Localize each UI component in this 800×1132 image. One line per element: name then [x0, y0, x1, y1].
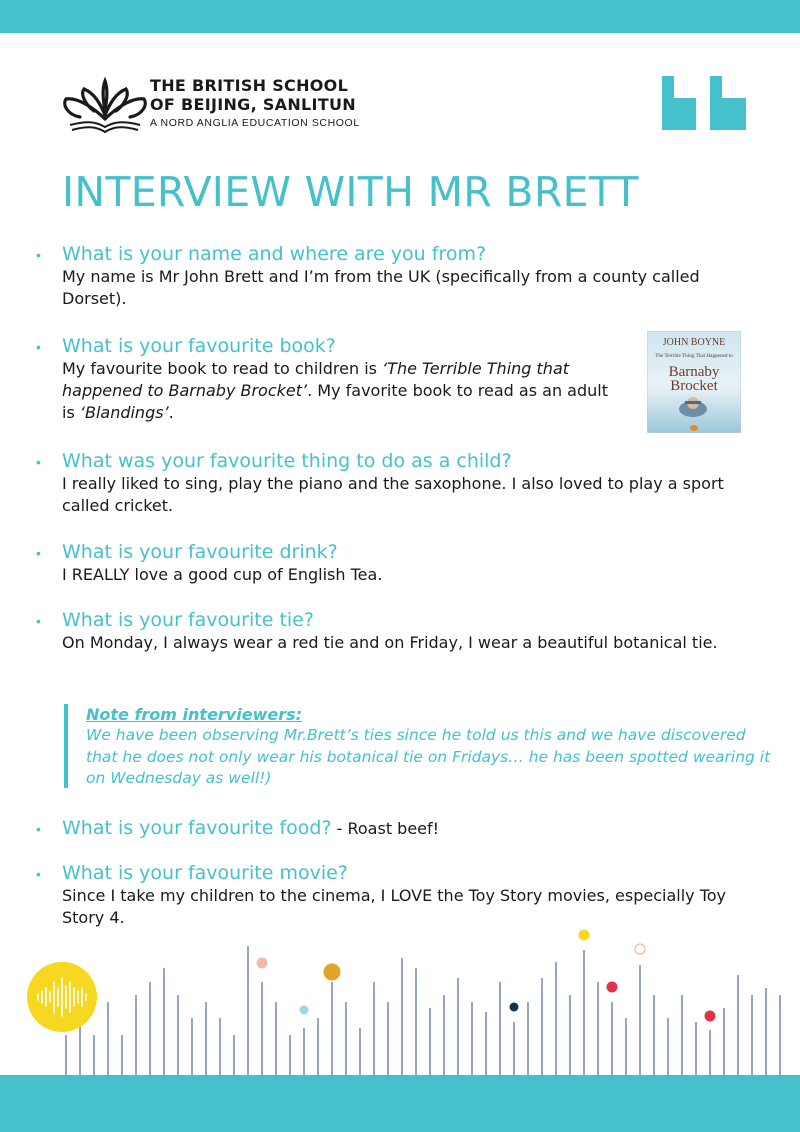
bottom-color-bar [0, 1075, 800, 1132]
book-cover-image [647, 331, 741, 433]
bullet-icon: • [36, 454, 41, 470]
dot [257, 958, 268, 969]
bullet-icon: • [36, 247, 41, 263]
dot [579, 930, 590, 941]
interviewer-note [64, 704, 776, 788]
qa-item-tie [36, 609, 752, 654]
question: What is your favourite food? [62, 817, 332, 839]
qa-item-name [36, 243, 752, 310]
answer: - Roast beef! [331, 819, 440, 838]
school-tagline: A NORD ANGLIA EDUCATION SCHOOL [150, 117, 360, 129]
answer: I really liked to sing, play the piano and the saxophone. I also loved to play a sport called cricket. [62, 474, 724, 515]
qa-item-childhood [36, 450, 752, 517]
sound-wave-decoration [0, 930, 800, 1075]
dot [324, 964, 341, 981]
page-title: INTERVIEW WITH MR BRETT [62, 168, 639, 216]
answer-text: . My favorite book to read as an adult is [62, 381, 608, 422]
question: What is your favourite tie? [62, 609, 314, 631]
qa-item-food [36, 817, 752, 840]
bullet-icon: • [36, 613, 41, 629]
question: What is your favourite drink? [62, 541, 338, 563]
note-title: Note from interviewers: [86, 705, 303, 724]
book-title-line2: Brocket [670, 378, 718, 394]
question: What is your favourite movie? [62, 862, 348, 884]
note-body: We have been observing Mr.Brett’s ties since he told us this and we have discovered that he does not only wear his botanical tie on Fridays… he has been spotted wearing it on Wednesday as well!) [86, 726, 771, 787]
book-title-children: ‘The Terrible Thing that happened to Barnaby Brocket’ [62, 359, 570, 400]
question-with-answer [62, 817, 752, 840]
wave-dots [257, 930, 716, 1022]
dot [607, 982, 618, 993]
top-color-bar [0, 0, 800, 33]
bullet-icon: • [36, 866, 41, 882]
book-author: JOHN BOYNE [662, 337, 726, 348]
answer-text: My favourite book to read to children is [62, 359, 383, 378]
answer: I REALLY love a good cup of English Tea. [62, 565, 383, 584]
qa-item-movie [36, 862, 752, 929]
audio-wave-icon [27, 962, 97, 1032]
answer [62, 358, 622, 424]
qa-item-drink [36, 541, 752, 586]
wave-lines [66, 946, 780, 1075]
quote-mark-icon [662, 76, 746, 130]
answer: Since I take my children to the cinema, I LOVE the Toy Story movies, especially Toy Story 4. [62, 886, 726, 927]
dot [300, 1006, 309, 1015]
book-subtitle: The Terrible Thing That Happened to [655, 353, 733, 359]
answer: On Monday, I always wear a red tie and on Friday, I wear a beautiful botanical tie. [62, 633, 718, 652]
question: What is your name and where are you from? [62, 243, 487, 265]
dot [510, 1003, 519, 1012]
school-crest-logo [60, 75, 150, 135]
answer: My name is Mr John Brett and I’m from the UK (specifically from a county called Dorset). [62, 267, 700, 308]
answer-text: . [168, 403, 174, 422]
question: What is your favourite book? [62, 335, 336, 357]
book-title-adult: ‘Blandings’ [79, 403, 169, 422]
book-title-line1: Barnaby [668, 364, 720, 380]
qa-item-book [36, 335, 622, 424]
dot [635, 944, 645, 954]
question: What was your favourite thing to do as a child? [62, 450, 512, 472]
school-name-line2: OF BEIJING, SANLITUN [150, 95, 356, 114]
bullet-icon: • [36, 545, 41, 561]
school-name-line1: THE BRITISH SCHOOL [150, 76, 349, 95]
bullet-icon: • [36, 339, 41, 355]
dot [705, 1011, 716, 1022]
school-name-block [150, 76, 360, 129]
bullet-icon: • [36, 821, 41, 837]
